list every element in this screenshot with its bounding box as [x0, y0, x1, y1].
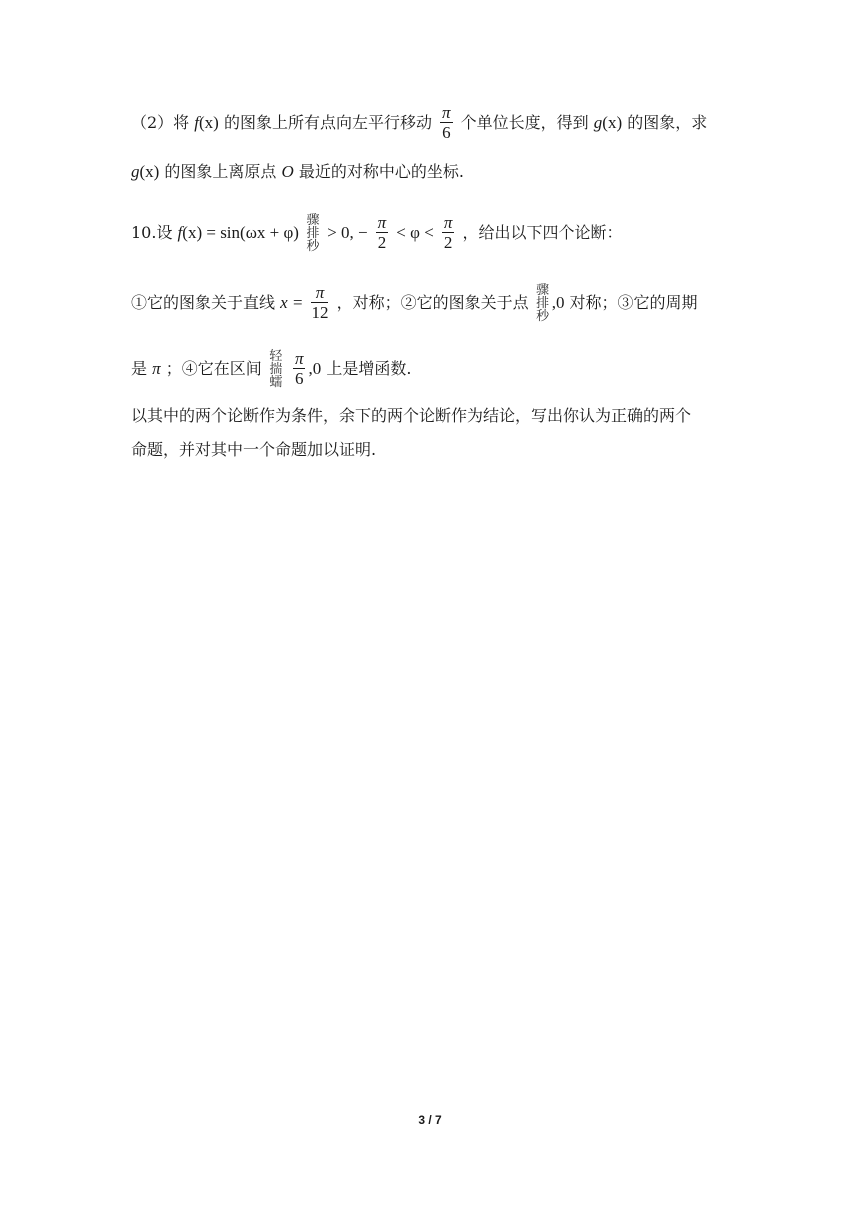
- conclusion-line1: 以其中的两个论断作为条件，余下的两个论断作为结论，写出你认为正确的两个: [131, 406, 692, 425]
- claim1-equation: x =: [280, 293, 304, 312]
- phi-bounds: < φ <: [396, 223, 434, 242]
- claims-line2: [131, 350, 411, 389]
- pi-over-2-fraction-2: $\frac{\pi}{2}$: [443, 213, 453, 252]
- x-arg-3: (x): [139, 162, 160, 181]
- garbled-bracket: 骤 排 秒: [306, 213, 320, 254]
- claim1-prefix: ①它的图象关于直线: [131, 293, 276, 312]
- garbled-bracket-2: 骤 排 秒: [536, 283, 550, 324]
- f-symbol: f: [194, 113, 200, 132]
- graph-text: 的图象，求: [627, 113, 708, 132]
- claim2-suffix: 对称；③它的周期: [569, 293, 698, 312]
- pi-over-12-fraction: $\frac{\pi}{12}$: [311, 283, 329, 322]
- function-def: (x) = sin(ωx + φ): [182, 223, 299, 242]
- period-pi: π: [152, 359, 161, 378]
- stem-tail: ，给出以下四个论断：: [462, 223, 623, 242]
- claim4-prefix: ；④它在区间: [165, 359, 262, 378]
- center-text: 最近的对称中心的坐标.: [298, 162, 464, 181]
- page-number: 3 / 7: [418, 1113, 442, 1127]
- shift-text: 的图象上所有点向左平行移动: [223, 113, 432, 132]
- pi-over-6-fraction-2: $\frac{\pi}{6}$: [294, 349, 304, 388]
- intro-text: （2）将: [131, 113, 190, 132]
- pi-over-2-fraction: $\frac{\pi}{2}$: [377, 213, 387, 252]
- claim2-point: ,0: [551, 293, 565, 312]
- question-number: 10.设: [131, 223, 173, 242]
- unit-text: 个单位长度，得到: [460, 113, 589, 132]
- claim1-suffix: ，对称；②它的图象关于点: [336, 293, 529, 312]
- q10-stem: [131, 214, 623, 253]
- line3-prefix: 是: [131, 359, 148, 378]
- x-arg-2: (x): [602, 113, 623, 132]
- g-symbol: g: [593, 113, 603, 132]
- claim4-suffix: 上是增函数.: [326, 359, 412, 378]
- origin-symbol: O: [281, 162, 294, 181]
- q9-part2-line1: [131, 104, 707, 143]
- g-symbol-2: g: [131, 162, 140, 181]
- origin-text: 的图象上离原点: [164, 162, 277, 181]
- f-symbol-q10: f: [177, 223, 183, 242]
- pi-over-6-fraction: $\frac{\pi}{6}$: [442, 103, 451, 142]
- claims-line1: [131, 284, 698, 323]
- garbled-bracket-3: 轻 揣 蠕: [269, 349, 283, 390]
- omega-condition: > 0, −: [327, 223, 368, 242]
- claim4-point: ,0: [308, 359, 322, 378]
- x-arg: (x): [199, 113, 219, 132]
- q9-part2-line2: [131, 160, 464, 184]
- conclusion-line2: 命题，并对其中一个命题加以证明.: [131, 440, 377, 459]
